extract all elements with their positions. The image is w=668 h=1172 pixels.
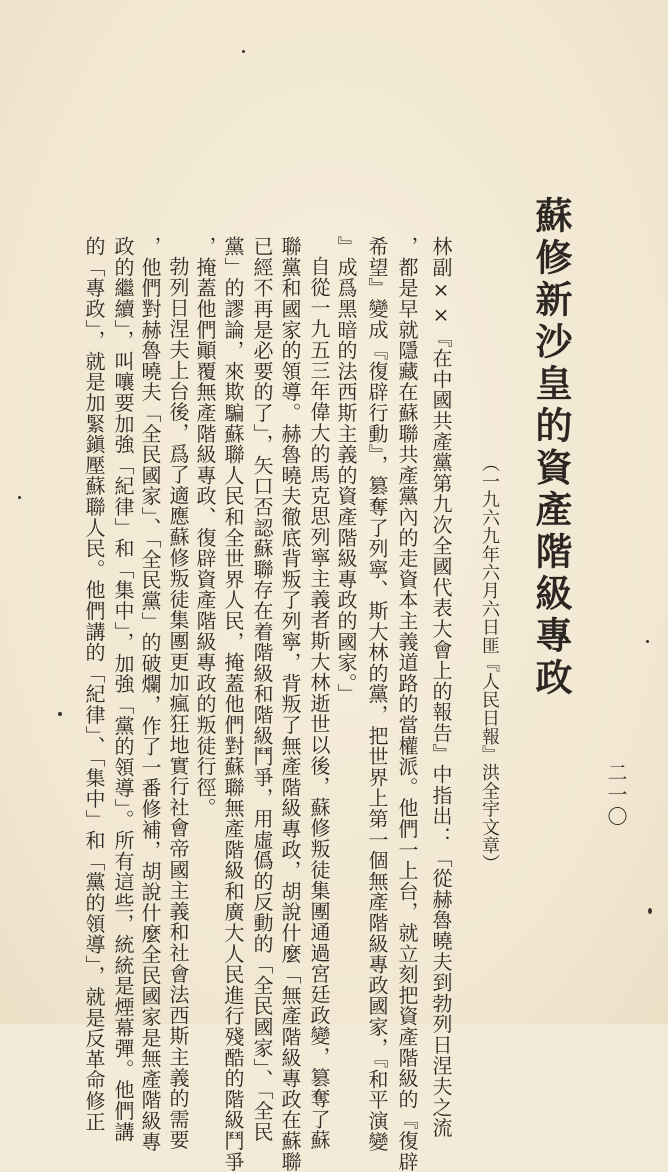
paper-speck: [646, 640, 649, 643]
body-line-8: 黨」的謬論，來欺騙蘇聯人民和全世界人民，掩蓋他們對蘇聯無產階級和廣大人民進行殘酷的階級鬥爭: [221, 236, 245, 1172]
body-line-2: ，都是早就隱藏在蘇聯共產黨內的走資本主義道路的當權派。他們一上台，就立刻把資產階級的『復辟: [395, 236, 419, 1172]
article-subtitle: （一九六九年六月六日匪『人民日報』洪全宇文章）: [479, 454, 500, 873]
body-line-6: 聯黨和國家的領導。赫魯曉夫徹底背叛了列寧，背叛了無產階級專政，胡說什麼「無產階級專政在蘇聯: [278, 236, 302, 1172]
body-line-12: 政的繼續」，叫嚷要加強「紀律」和「集中」，加強「黨的領導」。所有這些，統統是煙幕彈。他們講: [111, 236, 135, 1142]
body-line-3: 希望』變成『復辟行動』，篡奪了列寧、斯大林的黨，把世界上第一個無產階級專政國家，『和平演變: [365, 236, 389, 1152]
body-line-13: 的「專政」，就是加緊鎭壓蘇聯人民。他們講的「紀律」、「集中」和「黨的領導」，就是反革命修正: [82, 236, 106, 1132]
body-line-5: 自從一九五三年偉大的馬克思列寧主義者斯大林逝世以後，蘇修叛徒集團通過宮廷政變，篡奪了蘇: [307, 256, 331, 1151]
page-number: 二一〇: [604, 762, 628, 828]
body-line-10: 勃列日涅夫上台後，爲了適應蘇修叛徒集團更加瘋狂地實行社會帝國主義和社會法西斯主義的需要: [166, 256, 190, 1151]
paper-speck: [58, 712, 62, 716]
body-line-11: ，他們對赫魯曉夫「全民國家」、「全民黨」的破爛，作了一番修補，胡說什麼全民國家是無產階級專: [138, 236, 162, 1152]
article-title: 蘇修新沙皇的資產階級專政: [529, 196, 573, 700]
body-line-9: ，掩蓋他們顚覆無產階級專政、復辟資產階級專政的叛徒行徑。: [193, 236, 217, 819]
body-line-1: 林副××『在中國共產黨第九次全國代表大會上的報告』中指出：「從赫魯曉夫到勃列日涅夫之流: [429, 236, 453, 1139]
paper-speck: [242, 50, 245, 53]
body-line-4: 』成爲黑暗的法西斯主義的資產階級專政的國家。」: [334, 236, 358, 705]
body-line-7: 已經不再是必要的了」，矢口否認蘇聯存在着階級和階級鬥爭，用虛僞的反動的「全民國家」、「全民: [250, 236, 274, 1142]
paper-speck: [648, 908, 652, 914]
paper-speck: [18, 496, 21, 499]
